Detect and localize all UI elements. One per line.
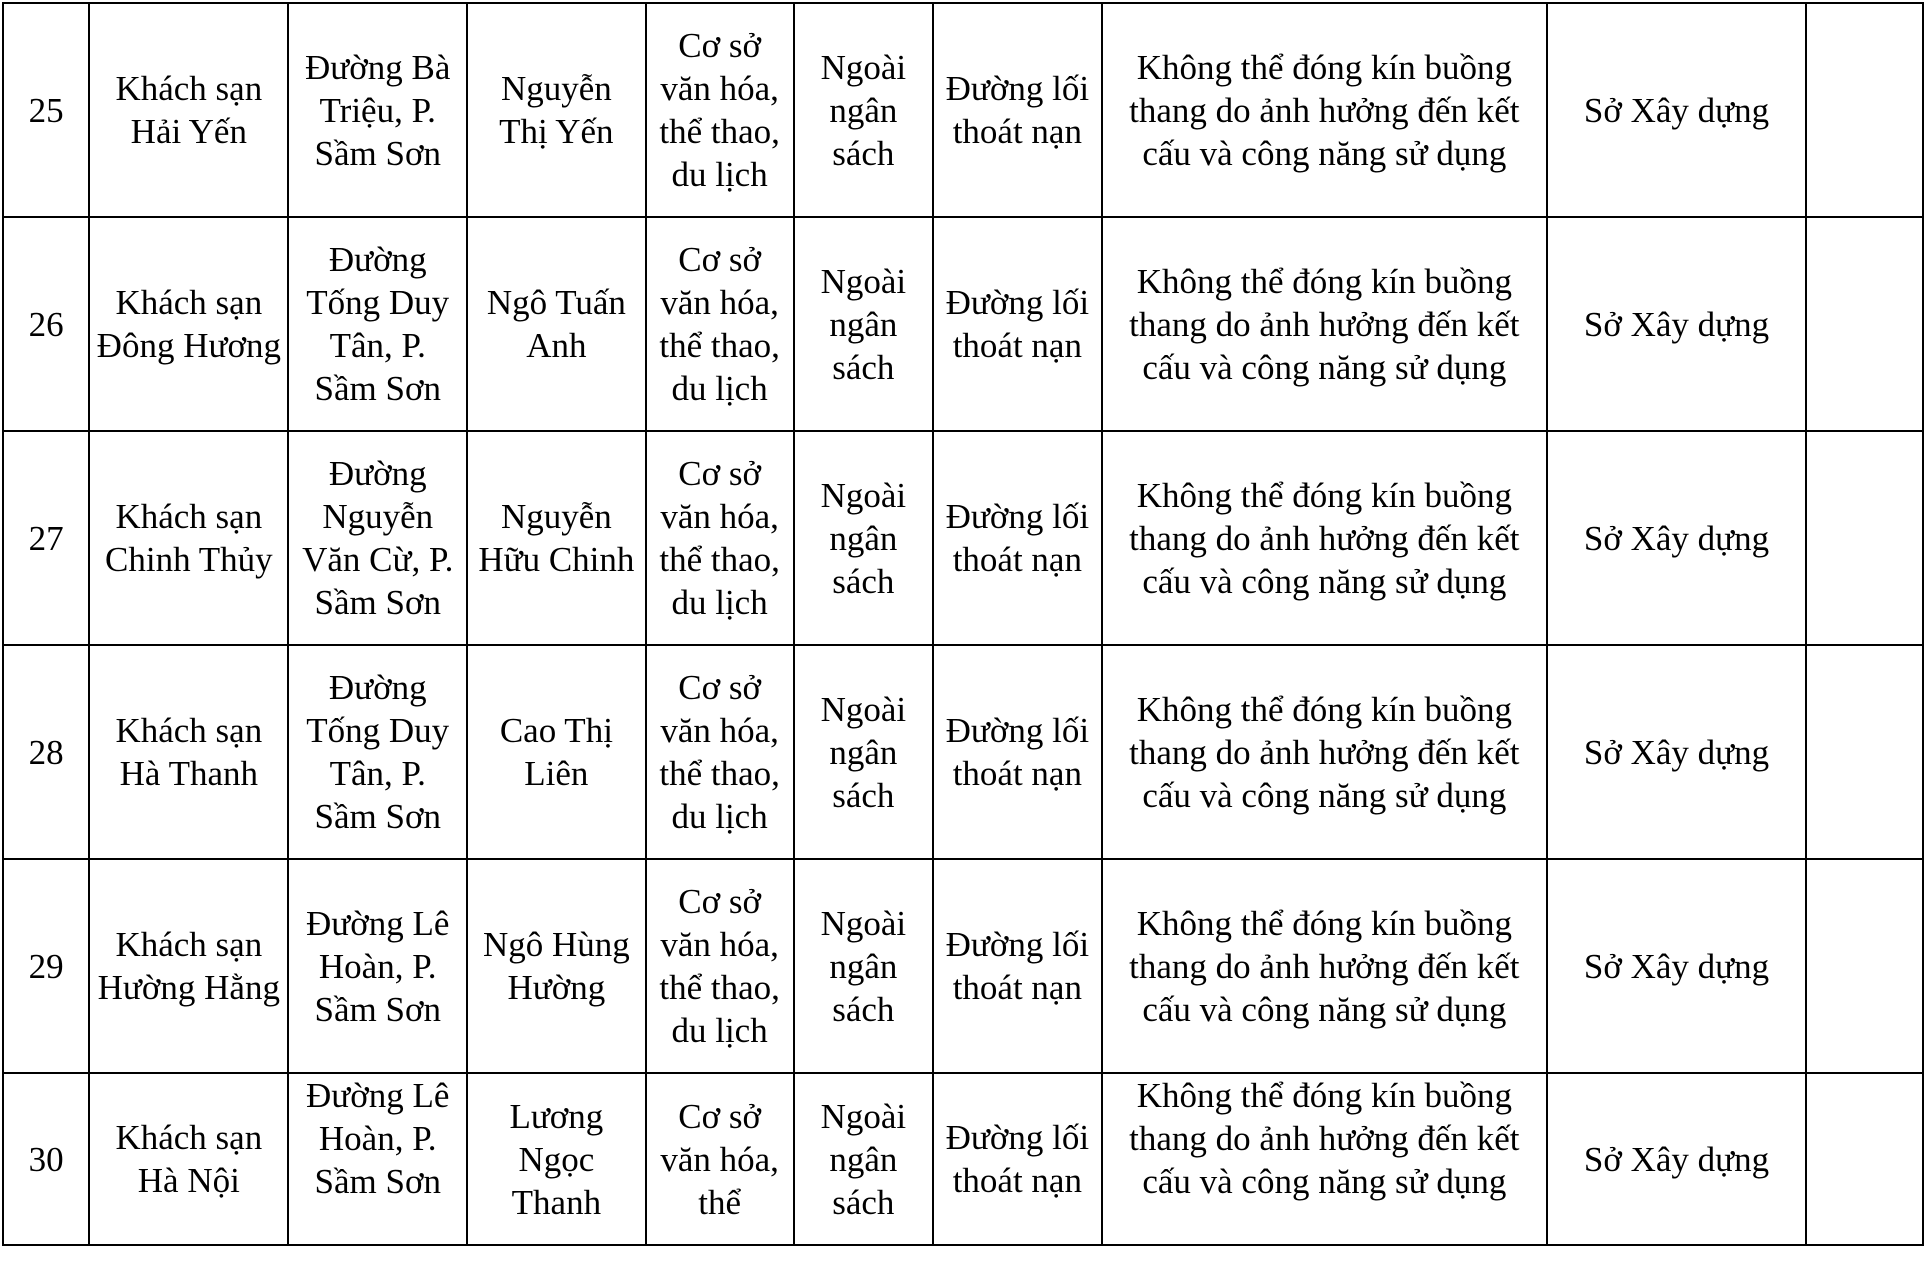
owner-cell xyxy=(467,859,646,1073)
owner-name: Cao Thị Liên xyxy=(499,711,613,793)
note-cell xyxy=(1806,3,1923,217)
budget-source: Ngoài ngân sách xyxy=(820,47,907,173)
budget-cell xyxy=(794,859,934,1073)
facility-name: Khách sạn Chinh Thủy xyxy=(105,497,273,579)
owner-cell xyxy=(467,645,646,859)
facility-table xyxy=(2,2,1924,1246)
table-row xyxy=(3,431,1923,645)
issue: Đường lối thoát nạn xyxy=(945,1118,1090,1200)
issue: Đường lối thoát nạn xyxy=(945,497,1090,579)
agency-cell xyxy=(1547,3,1806,217)
budget-cell xyxy=(794,1073,934,1245)
agency-cell xyxy=(1547,645,1806,859)
facility-name: Khách sạn Hà Thanh xyxy=(115,711,263,793)
budget-source: Ngoài ngân sách xyxy=(820,261,907,387)
reason: Không thể đóng kín buồng thang do ảnh hưởng đến kết cấu và công năng sử dụng xyxy=(1129,1076,1520,1201)
issue-cell xyxy=(933,645,1101,859)
facility-type: Cơ sở văn hóa, thể thao, du lịch xyxy=(659,454,780,622)
agency-cell xyxy=(1547,1073,1806,1245)
row-number: 30 xyxy=(28,1139,64,1179)
owner-cell xyxy=(467,217,646,431)
budget-source: Ngoài ngân sách xyxy=(820,475,907,601)
reason-cell xyxy=(1102,431,1548,645)
facility-name-cell xyxy=(89,3,288,217)
row-number-cell xyxy=(3,859,89,1073)
reason: Không thể đóng kín buồng thang do ảnh hưởng đến kết cấu và công năng sử dụng xyxy=(1129,261,1520,387)
budget-cell xyxy=(794,431,934,645)
issue-cell xyxy=(933,3,1101,217)
budget-source: Ngoài ngân sách xyxy=(820,1096,907,1222)
facility-type-cell xyxy=(646,3,794,217)
address: Đường Tống Duy Tân, P. Sầm Sơn xyxy=(306,668,450,836)
reason: Không thể đóng kín buồng thang do ảnh hưởng đến kết cấu và công năng sử dụng xyxy=(1129,475,1520,601)
owner-name: Lương Ngọc Thanh xyxy=(509,1096,604,1222)
agency-cell xyxy=(1547,859,1806,1073)
address: Đường Nguyễn Văn Cừ, P. Sầm Sơn xyxy=(302,454,454,622)
facility-type-cell xyxy=(646,1073,794,1245)
issue: Đường lối thoát nạn xyxy=(945,69,1090,151)
row-number: 28 xyxy=(28,732,64,772)
note-cell xyxy=(1806,645,1923,859)
table-row xyxy=(3,645,1923,859)
owner-cell xyxy=(467,1073,646,1245)
address: Đường Lê Hoàn, P. Sầm Sơn xyxy=(306,903,450,1029)
row-number-cell xyxy=(3,1073,89,1245)
facility-type: Cơ sở văn hóa, thể thao, du lịch xyxy=(659,240,780,408)
facility-type: Cơ sở văn hóa, thể xyxy=(660,1096,779,1222)
budget-cell xyxy=(794,645,934,859)
facility-table-body xyxy=(3,3,1923,1245)
agency-cell xyxy=(1547,217,1806,431)
agency: Sở Xây dựng xyxy=(1583,732,1770,772)
note-cell xyxy=(1806,1073,1923,1245)
facility-name-cell xyxy=(89,217,288,431)
address: Đường Bà Triệu, P. Sầm Sơn xyxy=(305,47,451,173)
address-cell xyxy=(288,431,467,645)
issue-cell xyxy=(933,217,1101,431)
facility-name: Khách sạn Hường Hằng xyxy=(97,925,280,1007)
facility-name-cell xyxy=(89,859,288,1073)
table-row xyxy=(3,217,1923,431)
facility-name: Khách sạn Hải Yến xyxy=(115,69,263,151)
address: Đường Lê Hoàn, P. Sầm Sơn xyxy=(306,1076,450,1201)
row-number-cell xyxy=(3,645,89,859)
facility-type: Cơ sở văn hóa, thể thao, du lịch xyxy=(659,26,780,194)
owner-cell xyxy=(467,431,646,645)
row-number-cell xyxy=(3,3,89,217)
table-row xyxy=(3,859,1923,1073)
address-cell xyxy=(288,859,467,1073)
reason-cell xyxy=(1102,645,1548,859)
agency: Sở Xây dựng xyxy=(1583,304,1770,344)
owner-name: Ngô Tuấn Anh xyxy=(486,283,626,365)
reason: Không thể đóng kín buồng thang do ảnh hưởng đến kết cấu và công năng sử dụng xyxy=(1129,47,1520,173)
address-cell xyxy=(288,217,467,431)
reason-cell xyxy=(1102,3,1548,217)
facility-type-cell xyxy=(646,859,794,1073)
agency: Sở Xây dựng xyxy=(1583,946,1770,986)
note-cell xyxy=(1806,217,1923,431)
facility-name-cell xyxy=(89,645,288,859)
address-cell xyxy=(288,3,467,217)
facility-type-cell xyxy=(646,217,794,431)
note-cell xyxy=(1806,431,1923,645)
agency: Sở Xây dựng xyxy=(1583,90,1770,130)
table-row xyxy=(3,3,1923,217)
agency-cell xyxy=(1547,431,1806,645)
issue-cell xyxy=(933,431,1101,645)
address-cell xyxy=(288,645,467,859)
row-number-cell xyxy=(3,217,89,431)
row-number: 26 xyxy=(28,304,64,344)
issue-cell xyxy=(933,859,1101,1073)
facility-type-cell xyxy=(646,431,794,645)
issue-cell xyxy=(933,1073,1101,1245)
facility-type-cell xyxy=(646,645,794,859)
agency: Sở Xây dựng xyxy=(1583,1139,1770,1179)
owner-name: Ngô Hùng Hường xyxy=(482,925,630,1007)
budget-source: Ngoài ngân sách xyxy=(820,689,907,815)
reason-cell xyxy=(1102,217,1548,431)
address-cell xyxy=(288,1073,467,1245)
issue: Đường lối thoát nạn xyxy=(945,711,1090,793)
agency: Sở Xây dựng xyxy=(1583,518,1770,558)
budget-cell xyxy=(794,217,934,431)
note-cell xyxy=(1806,859,1923,1073)
facility-name-cell xyxy=(89,431,288,645)
owner-name: Nguyễn Hữu Chinh xyxy=(478,497,635,579)
reason: Không thể đóng kín buồng thang do ảnh hưởng đến kết cấu và công năng sử dụng xyxy=(1129,903,1520,1029)
budget-source: Ngoài ngân sách xyxy=(820,903,907,1029)
issue: Đường lối thoát nạn xyxy=(945,283,1090,365)
reason: Không thể đóng kín buồng thang do ảnh hưởng đến kết cấu và công năng sử dụng xyxy=(1129,689,1520,815)
row-number: 25 xyxy=(28,90,64,130)
owner-cell xyxy=(467,3,646,217)
facility-type: Cơ sở văn hóa, thể thao, du lịch xyxy=(659,882,780,1050)
address: Đường Tống Duy Tân, P. Sầm Sơn xyxy=(306,240,450,408)
facility-type: Cơ sở văn hóa, thể thao, du lịch xyxy=(659,668,780,836)
reason-cell xyxy=(1102,859,1548,1073)
row-number: 27 xyxy=(28,518,64,558)
budget-cell xyxy=(794,3,934,217)
row-number-cell xyxy=(3,431,89,645)
issue: Đường lối thoát nạn xyxy=(945,925,1090,1007)
facility-name: Khách sạn Hà Nội xyxy=(115,1118,263,1200)
table-row xyxy=(3,1073,1923,1245)
facility-name: Khách sạn Đông Hương xyxy=(96,283,281,365)
owner-name: Nguyễn Thị Yến xyxy=(499,69,614,151)
reason-cell xyxy=(1102,1073,1548,1245)
facility-name-cell xyxy=(89,1073,288,1245)
row-number: 29 xyxy=(28,946,64,986)
